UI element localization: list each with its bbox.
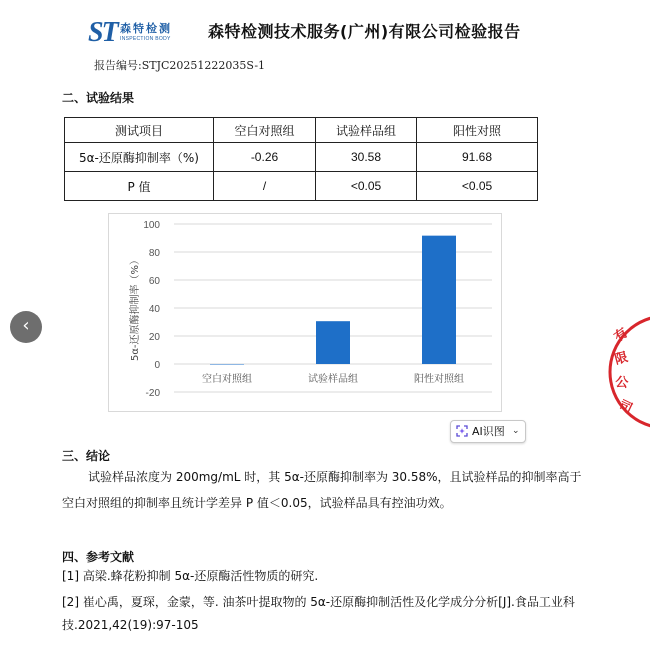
ai-image-recognition-button[interactable]	[450, 420, 526, 443]
table-cell: <0.05	[417, 172, 538, 201]
table-row	[65, 172, 538, 201]
table-header-cell: 测试项目	[65, 118, 214, 143]
table-cell: 30.58	[316, 143, 417, 172]
table-cell: /	[214, 172, 316, 201]
ai-button-label: AI识图	[472, 425, 505, 438]
report-number: 报告编号:STJC20251222035S-1	[94, 59, 266, 72]
company-logo	[88, 18, 188, 48]
bar	[422, 236, 456, 364]
y-tick-label: 0	[154, 360, 160, 371]
section-heading-results: 二、试验结果	[62, 91, 135, 105]
table-cell: <0.05	[316, 172, 417, 201]
y-tick-label: 80	[148, 248, 160, 259]
bar	[210, 364, 244, 365]
table-header-cell: 阳性对照	[417, 118, 538, 143]
y-tick-label: -20	[145, 388, 160, 399]
company-seal-stamp	[606, 312, 650, 432]
reference-2-line-1: [2] 崔心禹，夏琛，金蒙，等. 油茶叶提取物的 5α-还原酶抑制活性及化学成分分析[J].食品工业科	[62, 595, 575, 609]
table-cell: P 值	[65, 172, 214, 201]
conclusion-line-1: 试验样品浓度为 200mg/mL 时，其 5α-还原酶抑制率为 30.58%，且试验样品的抑制率高于	[88, 470, 582, 484]
bar	[316, 321, 350, 364]
previous-page-button[interactable]	[10, 311, 42, 343]
table-header-row	[65, 118, 538, 143]
table-row	[65, 143, 538, 172]
conclusion-line-2: 空白对照组的抑制率且统计学差异 P 值＜0.05，试验样品具有控油功效。	[62, 496, 452, 510]
svg-text:公: 公	[614, 375, 629, 392]
chevron-down-icon: ⌄	[512, 426, 520, 436]
y-tick-label: 100	[143, 220, 160, 231]
x-tick-label: 空白对照组	[202, 374, 252, 385]
table-cell: 91.68	[417, 143, 538, 172]
y-tick-label: 20	[148, 332, 160, 343]
reference-1: [1] 高梁.蜂花粉抑制 5α-还原酶活性物质的研究.	[62, 569, 319, 583]
reference-2-line-2: 技.2021,42(19):97-105	[62, 618, 199, 632]
svg-text:限: 限	[613, 350, 630, 368]
section-heading-conclusion: 三、结论	[62, 449, 111, 463]
svg-text:司: 司	[616, 398, 635, 418]
logo-chinese-name: 森特检测	[120, 22, 172, 35]
table-cell: -0.26	[214, 143, 316, 172]
results-table	[64, 117, 538, 201]
x-tick-label: 阳性对照组	[414, 374, 464, 385]
y-tick-label: 40	[148, 304, 160, 315]
y-tick-label: 60	[148, 276, 160, 287]
section-heading-references: 四、参考文献	[62, 550, 135, 564]
bar-chart	[108, 213, 502, 412]
x-tick-label: 试验样品组	[308, 374, 358, 385]
logo-english-name: INSPECTION BODY	[120, 36, 171, 42]
chevron-left-icon: ‹	[22, 315, 30, 336]
table-header-cell: 空白对照组	[214, 118, 316, 143]
ai-scan-icon	[456, 425, 468, 437]
y-axis-label: 5α-还原酶抑制率（%）	[130, 254, 141, 362]
logo-mark: ST	[88, 17, 117, 48]
report-title: 森特检测技术服务(广州)有限公司检验报告	[208, 22, 521, 41]
svg-text:有: 有	[611, 325, 631, 346]
table-cell: 5α-还原酶抑制率（%)	[65, 143, 214, 172]
table-header-cell: 试验样品组	[316, 118, 417, 143]
